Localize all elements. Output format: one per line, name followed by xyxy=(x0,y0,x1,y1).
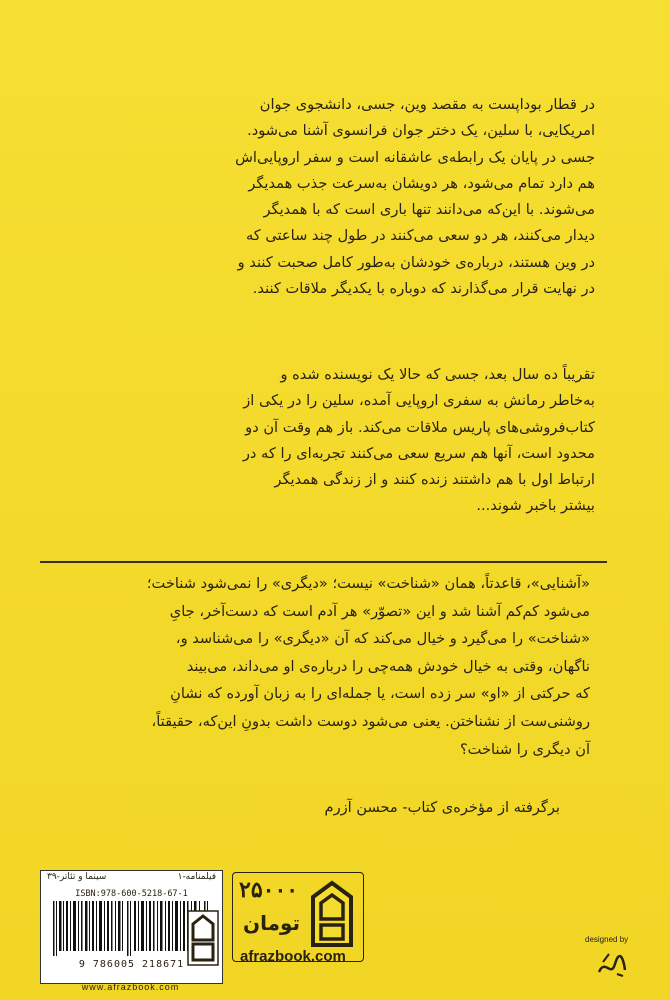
quote-text: «آشنایی»، قاعدتاً، همان «شناخت» نیست؛ «دیگری» را نمی‌شود شناخت؛ می‌شود کم‌کم آشنا شد و این «تصوّر» هر آدم است که دست‌آخر، جایِ «شناخت» را می‌گیرد و خیال می‌کند که آن «دیگری» را می‌شناسد و، ناگهان، وقتی به خیال خودش همه‌چی را درباره‌ی او می‌داند، می‌بیند که حرکتی از «او» سر زده است، یا جمله‌ای را به زبان آورده که نشانِ روشنی‌ست از نشناختن. یعنی می‌شود دوست داشت بدونِ این‌که، حقیقتاً، آن دیگری را شناخت؟ xyxy=(146,575,590,758)
isbn-text: ISBN:978-600-5218-67-1 xyxy=(75,889,188,899)
afraz-logo-icon xyxy=(309,879,355,949)
price-amount: ۲۵۰۰۰ xyxy=(239,877,299,903)
synopsis-paragraph-2: تقریباً ده سال بعد، جسی که حالا یک نویسنده شده و به‌خاطر رمانش به سفری اروپایی آمده، سلین را در یکی از کتاب‌فروشی‌های پاریس ملاقات می‌کند. باز هم وقت آن دو محدود است، آنها هم سریع سعی می‌کنند تجربه‌ای را که در ارتباط اول با هم داشتند زنده کنند و از زندگی همدیگر بیشتر باخبر شوند... xyxy=(242,366,595,515)
synopsis-paragraph-1: در قطار بوداپست به مقصد وین، جسی، دانشجوی جوان امریکایی، با سلین، یک دختر جوان فرانسوی آشنا می‌شود. جسی در پایان یک رابطه‌ی عاشقانه است و سفر اروپایی‌اش هم دارد تمام می‌شود، هر دویشان به‌سرعت جذب همدیگر می‌شوند. با این‌که می‌دانند تنها باری است که با همدیگر دیدار می‌کنند، هر دو سعی می‌کنند در طول چند ساعتی که در وین هستند، درباره‌ی خودشان به‌طور کامل صحبت کنند و در نهایت قرار می‌گذارند که دوباره با یکدیگر ملاقات کنند. xyxy=(235,96,595,298)
barcode-number: 9 786005 218671 xyxy=(78,959,185,970)
quote-source: برگرفته از مؤخره‌ی کتاب- محسن آزرم xyxy=(324,799,560,816)
designed-by-label: designed by xyxy=(585,935,629,944)
price-currency: تومان xyxy=(243,911,301,935)
series-left: سینما و تئاتر-۳۹ xyxy=(47,872,107,882)
publisher-logo-icon xyxy=(187,910,219,966)
publisher-url-small: www.afrazbook.com xyxy=(81,982,180,992)
series-right: فیلمنامه-۱ xyxy=(177,872,216,882)
section-divider xyxy=(40,561,607,563)
designer-signature-icon xyxy=(595,950,629,980)
publisher-url: afrazbook.com xyxy=(240,948,346,965)
series-line xyxy=(41,871,222,885)
